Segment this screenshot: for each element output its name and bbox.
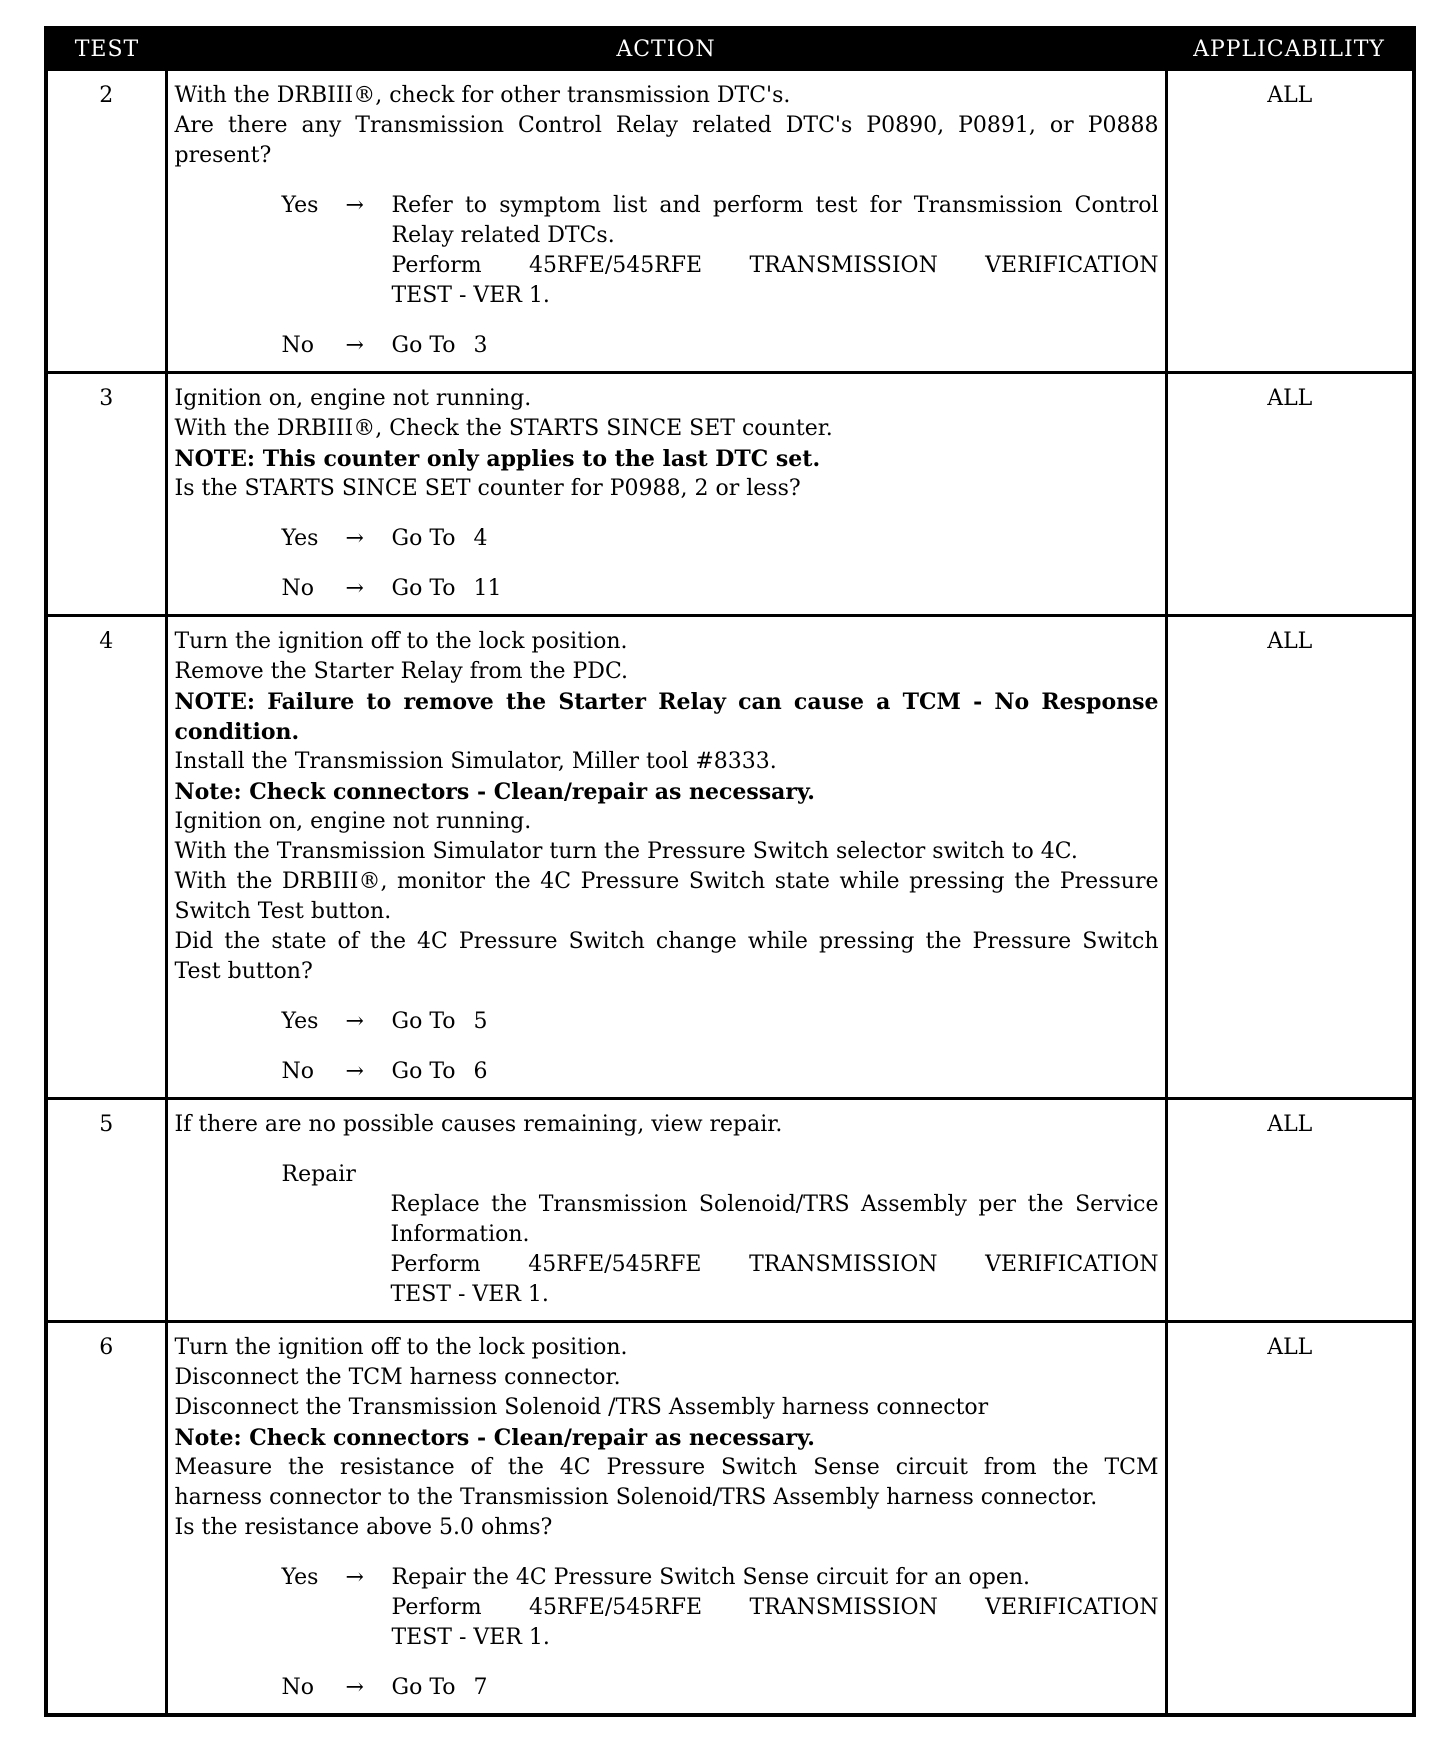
action-line: Test button? <box>174 959 313 984</box>
header-action: ACTION <box>166 28 1166 70</box>
table-row <box>46 373 1414 616</box>
applicability-cell: ALL <box>1166 1322 1414 1716</box>
header-applicability: APPLICABILITY <box>1166 28 1414 70</box>
header-test: TEST <box>46 28 166 70</box>
answer-no <box>175 1057 1159 1087</box>
arrow-icon: → <box>345 193 364 218</box>
action-cell <box>166 70 1166 373</box>
test-number: 3 <box>46 373 166 616</box>
answer-line: Refer to symptom list and perform test for Transmission Control <box>391 193 1159 218</box>
answer-body <box>392 331 1159 361</box>
repair-line: TEST - VER 1. <box>390 1282 549 1307</box>
answer-body <box>392 1673 1159 1703</box>
action-line: Measure the resistance of the 4C Pressure Switch Sense circuit from the TCM <box>174 1455 1159 1480</box>
table-header-row <box>46 28 1414 70</box>
answer-line: Perform 45RFE/545RFE TRANSMISSION VERIFICATION <box>391 253 1159 278</box>
answer-line: Relay related DTCs. <box>391 223 615 248</box>
action-line: Switch Test button. <box>174 899 392 924</box>
note-line: condition. <box>174 719 300 745</box>
answer-yes <box>175 1007 1159 1037</box>
repair-line: Replace the Transmission Solenoid/TRS Assembly per the Service <box>390 1192 1159 1217</box>
goto-target: 3 <box>473 333 488 358</box>
answer-label: Yes <box>281 1565 319 1590</box>
goto-label: Go To <box>391 576 456 601</box>
action-line: Turn the ignition off to the lock position. <box>174 1335 628 1360</box>
test-number: 2 <box>46 70 166 373</box>
action-cell <box>166 1322 1166 1716</box>
answer-label: No <box>281 1059 314 1084</box>
answer-body <box>392 1563 1159 1653</box>
arrow-icon: → <box>345 1675 364 1700</box>
action-line: harness connector to the Transmission Solenoid/TRS Assembly harness connector. <box>174 1485 1098 1510</box>
note-line: Note: Check connectors - Clean/repair as necessary. <box>174 1425 815 1451</box>
arrow-icon: → <box>345 526 364 551</box>
diagnostic-test-table <box>44 26 1416 1717</box>
action-line: Is the resistance above 5.0 ohms? <box>174 1515 553 1540</box>
note-line: NOTE: This counter only applies to the last DTC set. <box>174 446 821 472</box>
action-line: With the Transmission Simulator turn the Pressure Switch selector switch to 4C. <box>174 839 1078 864</box>
answer-line: TEST - VER 1. <box>391 283 550 308</box>
repair-line: Perform 45RFE/545RFE TRANSMISSION VERIFICATION <box>390 1252 1159 1277</box>
answer-body <box>392 574 1159 604</box>
arrow-icon: → <box>345 1565 364 1590</box>
repair-body <box>391 1190 1159 1310</box>
answer-no <box>175 574 1159 604</box>
table-row <box>46 70 1414 373</box>
action-line: present? <box>174 143 272 168</box>
action-line: Ignition on, engine not running. <box>174 386 532 411</box>
action-line: Install the Transmission Simulator, Miller tool #8333. <box>174 749 777 774</box>
answer-yes <box>175 191 1159 311</box>
answer-no <box>175 331 1159 361</box>
arrow-icon: → <box>345 1009 364 1034</box>
answer-yes <box>175 524 1159 554</box>
applicability-cell: ALL <box>1166 373 1414 616</box>
arrow-icon: → <box>345 333 364 358</box>
answer-yes <box>175 1563 1159 1653</box>
action-line: If there are no possible causes remaining, view repair. <box>174 1112 783 1137</box>
repair-line: Information. <box>390 1222 530 1247</box>
goto-target: 7 <box>473 1675 488 1700</box>
table-row <box>46 616 1414 1099</box>
action-line: With the DRBIII®, Check the STARTS SINCE SET counter. <box>174 416 833 441</box>
action-line: Disconnect the TCM harness connector. <box>174 1365 621 1390</box>
answer-line: TEST - VER 1. <box>391 1625 550 1650</box>
goto-target: 5 <box>473 1009 488 1034</box>
goto-target: 6 <box>473 1059 488 1084</box>
test-number: 4 <box>46 616 166 1099</box>
action-line: Remove the Starter Relay from the PDC. <box>174 659 628 684</box>
action-line: With the DRBIII®, check for other transmission DTC's. <box>174 83 791 108</box>
action-cell <box>166 616 1166 1099</box>
goto-label: Go To <box>391 1059 456 1084</box>
applicability-cell: ALL <box>1166 70 1414 373</box>
goto-target: 4 <box>473 526 488 551</box>
answer-body <box>392 1007 1159 1037</box>
table-row <box>46 1322 1414 1716</box>
action-line: Are there any Transmission Control Relay related DTC's P0890, P0891, or P0888 <box>174 113 1159 138</box>
applicability-cell: ALL <box>1166 1099 1414 1322</box>
action-line: Did the state of the 4C Pressure Switch change while pressing the Pressure Switch <box>174 929 1159 954</box>
action-line: Turn the ignition off to the lock position. <box>174 629 628 654</box>
answer-label: Yes <box>281 1009 319 1034</box>
answer-label: Yes <box>281 526 319 551</box>
action-line: With the DRBIII®, monitor the 4C Pressure Switch state while pressing the Pressure <box>174 869 1159 894</box>
answer-line: Perform 45RFE/545RFE TRANSMISSION VERIFICATION <box>391 1595 1159 1620</box>
answer-label: Yes <box>281 193 319 218</box>
answer-body <box>392 524 1159 554</box>
answer-body <box>392 191 1159 311</box>
goto-label: Go To <box>391 1675 456 1700</box>
action-line: Disconnect the Transmission Solenoid /TRS Assembly harness connector <box>174 1395 989 1420</box>
table-row <box>46 1099 1414 1322</box>
action-line: Ignition on, engine not running. <box>174 809 532 834</box>
note-line: Note: Check connectors - Clean/repair as necessary. <box>174 779 815 805</box>
action-cell <box>166 373 1166 616</box>
goto-label: Go To <box>391 1009 456 1034</box>
answer-label: No <box>281 576 314 601</box>
answer-body <box>392 1057 1159 1087</box>
test-number: 6 <box>46 1322 166 1716</box>
arrow-icon: → <box>345 576 364 601</box>
answer-label: No <box>281 333 314 358</box>
action-cell <box>166 1099 1166 1322</box>
note-line: NOTE: Failure to remove the Starter Relay can cause a TCM - No Response <box>174 689 1159 715</box>
goto-label: Go To <box>391 526 456 551</box>
applicability-cell: ALL <box>1166 616 1414 1099</box>
goto-label: Go To <box>391 333 456 358</box>
answer-line: Repair the 4C Pressure Switch Sense circuit for an open. <box>391 1565 1031 1590</box>
answer-label: No <box>281 1675 314 1700</box>
repair-label: Repair <box>281 1162 356 1187</box>
goto-target: 11 <box>473 576 502 601</box>
action-line: Is the STARTS SINCE SET counter for P0988, 2 or less? <box>174 476 801 501</box>
test-number: 5 <box>46 1099 166 1322</box>
answer-no <box>175 1673 1159 1703</box>
arrow-icon: → <box>345 1059 364 1084</box>
